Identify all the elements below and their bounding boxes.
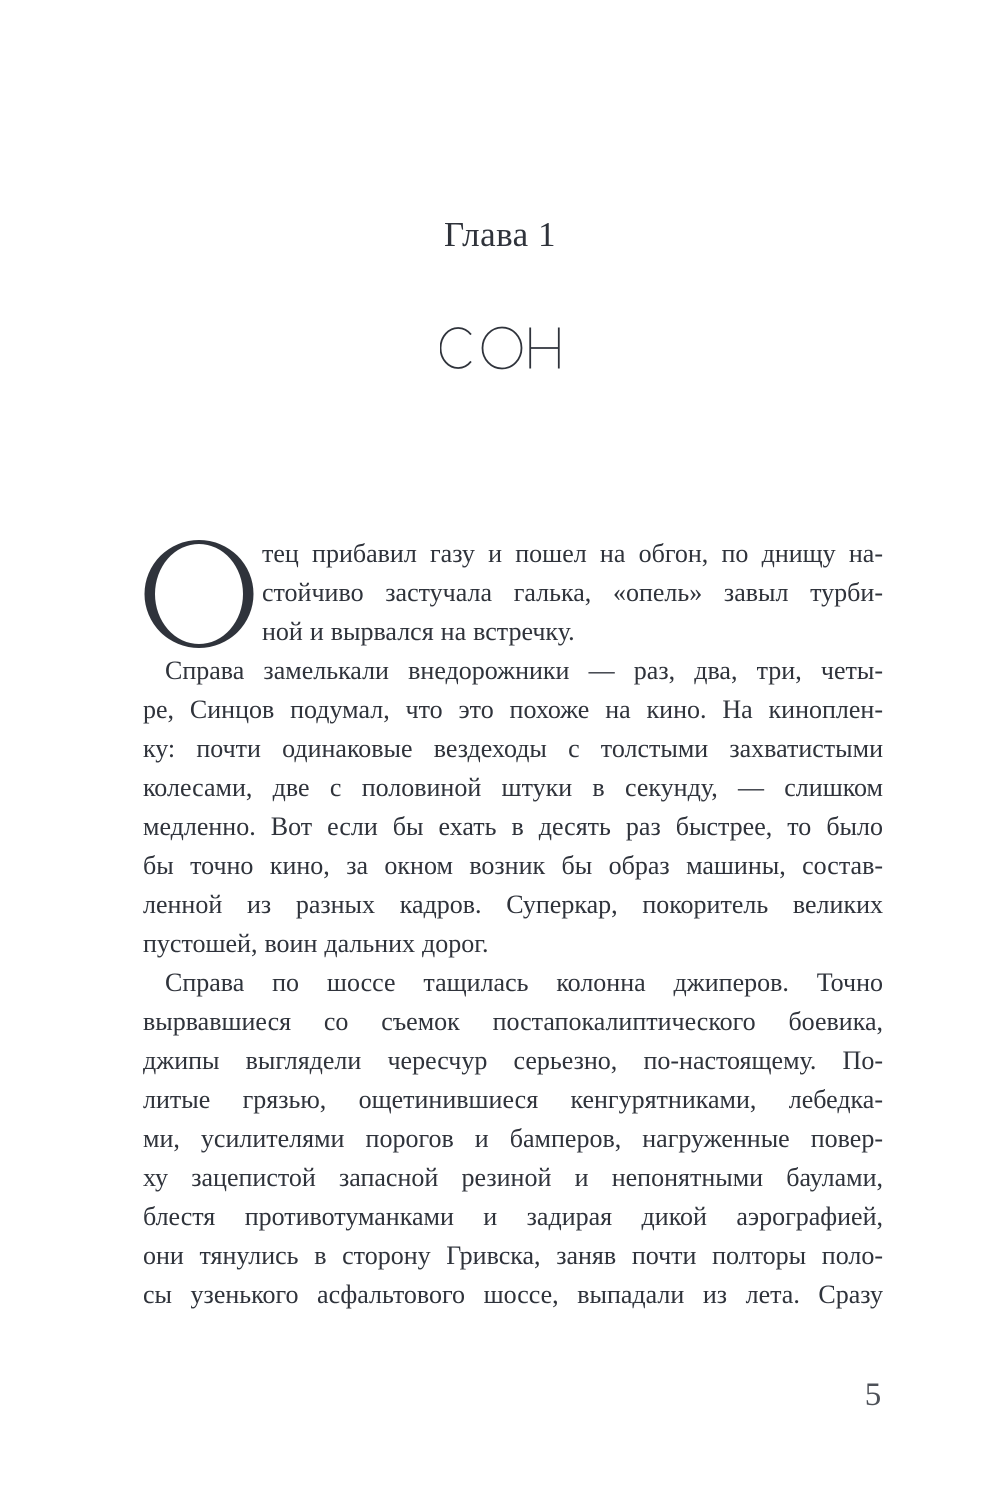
page-number: 5: [864, 1377, 882, 1413]
text-line: блестя противотуманками и задирая дикой аэрографией,: [143, 1202, 883, 1231]
chapter-title-letter: [528, 326, 561, 370]
paragraph: [143, 651, 883, 963]
chapter-title-letter: [481, 326, 523, 370]
text-line: тец прибавил газу и пошел на обгон, по днищу на-: [262, 539, 883, 568]
text-line: пустошей, воин дальних дорог.: [143, 929, 489, 958]
paragraph: [143, 963, 883, 1314]
text-line: ку: почти одинаковые вездеходы с толстыми захватистыми: [143, 734, 883, 763]
text-line: ми, усилителями порогов и бамперов, нагруженные повер-: [143, 1124, 883, 1153]
text-line: они тянулись в сторону Гривска, заняв почти полторы поло-: [143, 1241, 883, 1270]
text-line: сы узенького асфальтового шоссе, выпадали из лета. Сразу: [143, 1280, 883, 1309]
chapter-label: Глава 1: [444, 215, 556, 254]
text-line: ной и вырвался на встречку.: [262, 617, 575, 646]
text-line: джипы выглядели чересчур серьезно, по-настоящему. По-: [143, 1046, 883, 1075]
body-text: [143, 534, 883, 1314]
text-line: медленно. Вот если бы ехать в десять раз быстрее, то было: [143, 812, 883, 841]
text-line: колесами, две с половиной штуки в секунду, — слишком: [143, 773, 883, 802]
paragraph: [143, 534, 883, 651]
chapter-title: [0, 326, 1000, 370]
chapter-title-letter: [440, 326, 476, 370]
text-line: ленной из разных кадров. Суперкар, покоритель великих: [143, 890, 883, 919]
text-line: стойчиво застучала галька, «опель» завыл турби-: [262, 578, 883, 607]
text-line: ре, Синцов подумал, что это похоже на кино. На киноплен-: [143, 695, 883, 724]
text-line: вырвавшиеся со съемок постапокалиптического боевика,: [143, 1007, 883, 1036]
text-line: Справа по шоссе тащилась колонна джиперов. Точно: [165, 968, 883, 997]
text-line: бы точно кино, за окном возник бы образ машины, состав-: [143, 851, 883, 880]
text-line: ху зацепистой запасной резиной и непонятными баулами,: [143, 1163, 883, 1192]
text-line: Справа замелькали внедорожники — раз, два, три, четы-: [165, 656, 883, 685]
drop-cap: [143, 534, 262, 651]
text-line: литые грязью, ощетинившиеся кенгурятниками, лебедка-: [143, 1085, 883, 1114]
